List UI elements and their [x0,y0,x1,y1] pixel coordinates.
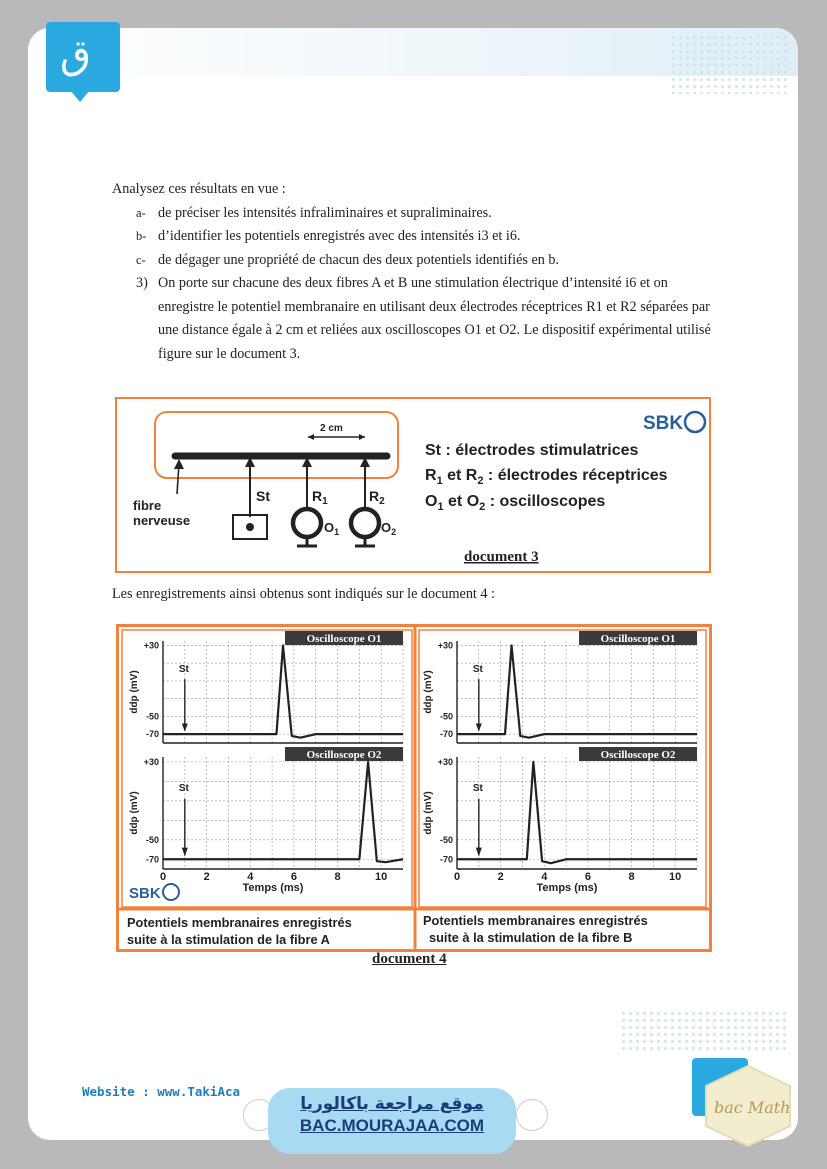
recordings-figure [119,627,709,949]
legend-st: St : électrodes stimulatrices [425,442,639,459]
bacmath-logo [700,1064,796,1148]
r2-label: $R_2$ [369,488,385,507]
x-tick-label: 8 [334,871,341,883]
y-tick-label: -50 [145,711,159,722]
x-axis-label: Temps (ms) [242,882,304,894]
x-tick-label: 4 [541,871,548,883]
o1-label: $O_1$ [324,520,340,537]
item-c: c- de dégager une propriété de chacun des deux potentiels identifiés en b. [136,251,560,268]
decorative-dots [670,34,790,94]
document-3-label: document 3 [464,549,539,565]
stimulus-label: St [472,664,483,676]
body-text [112,178,722,366]
r1-label: $R_1$ [312,488,328,507]
y-axis-label: ddp (mV) [129,791,140,835]
sbk-logo-doc4: SBK [129,885,161,902]
y-tick-label: -50 [439,834,453,845]
stimulus-label: St [178,783,189,795]
stimulus-arrow-head [476,848,482,857]
oscilloscope-o1 [293,509,321,537]
fibre-label: fibre [133,498,162,513]
y-tick-label: -50 [145,834,159,845]
action-potential-trace [163,762,403,862]
bacmath-text: bac Math [714,1098,791,1117]
intro-line: Analysez ces résultats en vue : [112,181,286,197]
bac-mourajaa-badge[interactable] [268,1088,516,1154]
x-tick-label: 6 [290,871,297,883]
doc4-intro: Les enregistrements ainsi obtenus sont indiqués sur le document 4 : [112,586,495,602]
stimulus-arrow-head [182,848,188,857]
y-tick-label: -50 [439,711,453,722]
sbk-logo-doc4-swirl [163,884,179,900]
distance-arrow-right [359,434,365,440]
document-4-label: document 4 [372,951,447,967]
y-tick-label: +30 [437,756,453,767]
o2-label: $O_2$ [381,520,397,537]
y-tick-label: -70 [145,854,159,865]
x-tick-label: 6 [584,871,591,883]
nerveuse-label: nerveuse [133,513,191,528]
x-tick-label: 4 [247,871,254,883]
caption-b-line-2: suite à la stimulation de la fibre B [429,930,633,945]
sbk-logo-swirl [685,412,705,432]
stimulus-arrow-head [476,723,482,731]
badge-site[interactable]: BAC.MOURAJAA.COM [299,1116,485,1135]
x-tick-label: 2 [203,871,210,883]
stimulus-label: St [472,783,483,795]
y-tick-label: -70 [145,729,159,740]
action-potential-trace [163,645,403,737]
st-label: St [256,488,270,504]
item-b: b- d’identifier les potentiels enregistrés avec des intensités i3 et i6. [136,228,521,244]
legend-r: $R_1$ et $R_2$ : électrodes réceptrices [425,467,668,487]
legend-o: $O_1$ et $O_2$ : oscilloscopes [425,493,606,513]
oscilloscope-title: Oscilloscope O2 [306,749,382,761]
y-tick-label: +30 [143,756,159,767]
item-3: 3) On porte sur chacune des deux fibres A et B une stimulation électrique d’intensité i6 et on enregistre le potentiel membranaire en utilisant deux électrodes réceptrices R1 et R2 séparées par une distance égale à 2 cm et reliées aux oscilloscopes O1 et O2. Le dispositif expérimental utilisé figure sur le document 3. [136,275,711,362]
action-potential-trace [457,645,697,737]
distance-label: 2 cm [320,423,343,434]
y-axis-label: ddp (mV) [423,670,434,714]
logo-tail [70,90,90,102]
x-tick-label: 10 [669,871,682,883]
badge-right-emblem [516,1099,548,1131]
caption-a-line-1: Potentiels membranaires enregistrés [127,915,352,930]
distance-arrow-left [308,434,314,440]
y-tick-label: +30 [437,640,453,651]
sbk-logo: SBK [643,413,684,434]
stimulus-arrow-head [182,723,188,731]
stimulator-dot [246,523,254,531]
oscilloscope-title: Oscilloscope O1 [306,633,382,645]
y-axis-label: ddp (mV) [423,791,434,835]
logo-glyph: ﻕ [60,32,92,78]
caption-b-line-1: Potentiels membranaires enregistrés [423,913,648,928]
document-3-frame [115,397,711,573]
badge-arabic: موقع مراجعة باكالوريا [300,1094,484,1114]
fibre-enclosure [155,412,398,478]
y-axis-label: ddp (mV) [129,670,140,714]
y-tick-label: -70 [439,729,453,740]
caption-a-line-2: suite à la stimulation de la fibre A [127,932,330,947]
y-tick-label: +30 [143,640,159,651]
x-tick-label: 2 [497,871,504,883]
x-tick-label: 0 [453,871,461,883]
action-potential-trace [457,762,697,863]
item-a: a- de préciser les intensités infraliminaires et supraliminaires. [136,204,492,221]
fibre-pointer-head [174,459,184,469]
y-tick-label: -70 [439,854,453,865]
oscilloscope-title: Oscilloscope O1 [600,633,676,645]
x-tick-label: 10 [375,871,388,883]
x-tick-label: 8 [628,871,635,883]
x-axis-label: Temps (ms) [536,882,598,894]
decorative-dots-bottom [620,1010,790,1050]
document-4-frame [116,624,712,952]
footer-website[interactable]: Website : www.TakiAca [82,1084,241,1099]
stimulus-label: St [178,664,189,676]
experimental-setup-diagram [117,399,709,571]
oscilloscope-title: Oscilloscope O2 [600,749,676,761]
oscilloscope-o2 [351,509,379,537]
panel-b-frame [419,630,706,907]
x-tick-label: 0 [159,871,167,883]
